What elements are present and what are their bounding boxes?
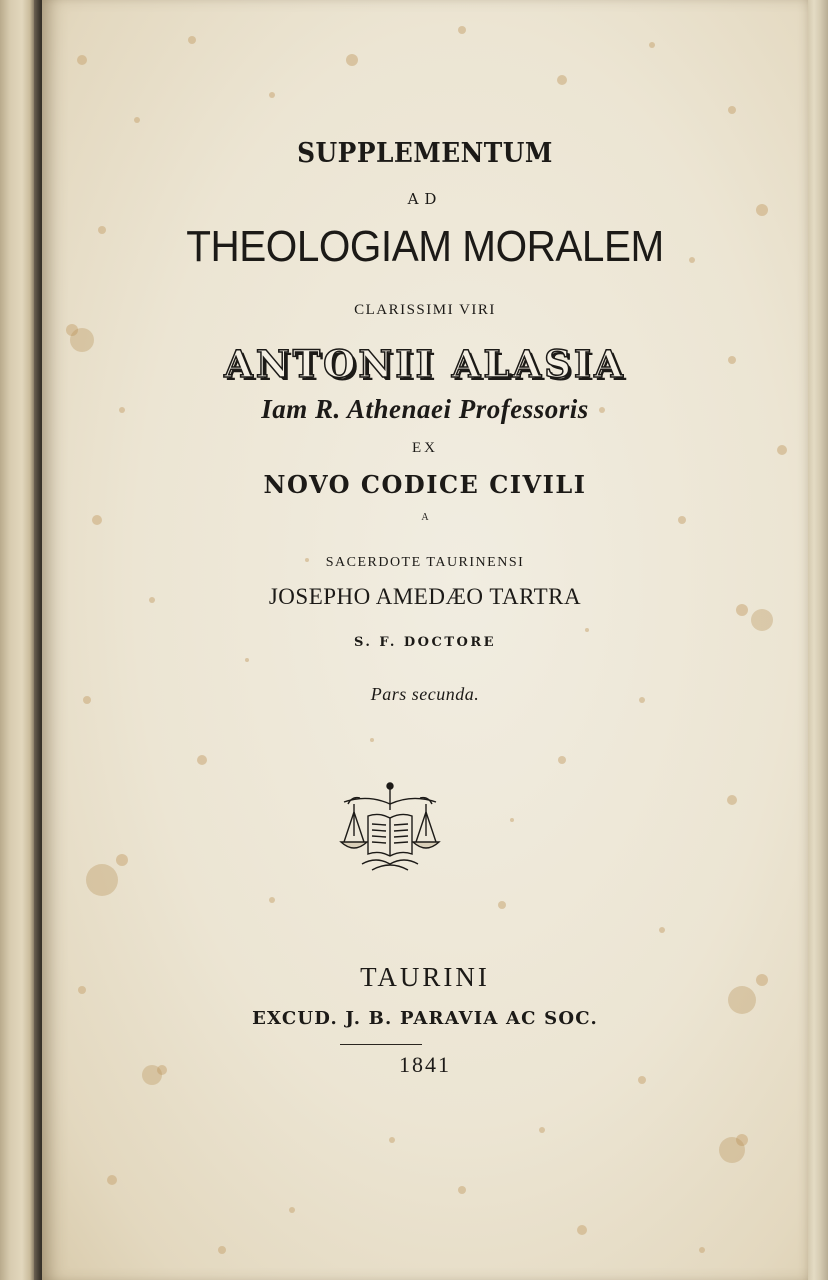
book-and-scales-emblem-icon (338, 780, 442, 876)
editor-degree: S. F. DOCTORE (353, 635, 497, 650)
imprint-printer: EXCUD. J. B. PARAVIA AC SOC. (252, 1008, 598, 1029)
title-supplementum: SUPPLEMENTUM (297, 138, 553, 169)
title-ex: EX (412, 440, 438, 456)
previous-leaf-edge (0, 0, 34, 1280)
author-name: ANTONII ALASIA (224, 342, 626, 386)
title-a: A (421, 512, 429, 523)
title-page (42, 0, 808, 1280)
title-clarissimi-viri: CLARISSIMI VIRI (354, 302, 496, 318)
imprint-year: 1841 (399, 1052, 451, 1077)
imprint-rule (340, 1044, 422, 1045)
title-ad: AD (407, 190, 443, 208)
editor-description: SACERDOTE TAURINENSI (325, 555, 525, 570)
editor-name: JOSEPHO AMEDÆO TARTRA (268, 584, 582, 609)
imprint-place: TAURINI (360, 962, 490, 992)
source-title: NOVO CODICE CIVILI (263, 470, 587, 499)
title-theologiam-moralem: THEOLOGIAM MORALEM (186, 222, 664, 271)
part-label: Pars secunda. (370, 684, 480, 704)
author-role: Iam R. Athenaei Professoris (261, 394, 589, 424)
next-leaves-edge (806, 0, 828, 1280)
